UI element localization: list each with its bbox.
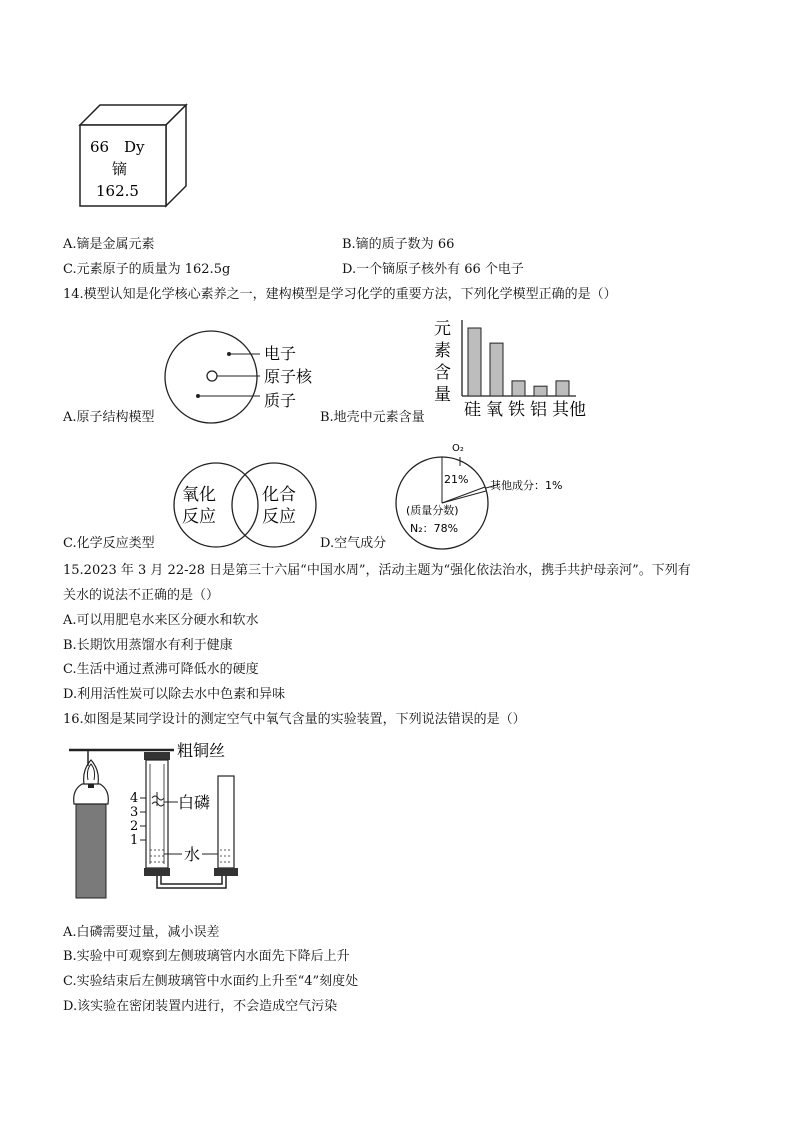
pie-n2-label: N₂：78%: [410, 522, 459, 535]
scale-1: 1: [130, 833, 139, 848]
air-composition-pie: [390, 438, 575, 550]
pie-o2-percent: 21%: [444, 473, 469, 486]
element-number: 66: [90, 138, 110, 156]
element-symbol: Dy: [124, 138, 145, 156]
chart-ylabel-char-1: 元: [434, 319, 451, 339]
atom-label-electron: 电子: [264, 344, 297, 363]
q14-stem: 14.模型认知是化学核心素养之一，建构模型是学习化学的重要方法，下列化学模型正确的是（）: [63, 287, 617, 302]
q15-option-b: B.长期饮用蒸馏水有利于健康: [63, 638, 233, 653]
element-card-figure: [74, 100, 190, 210]
pie-other-label: 其他成分：1%: [490, 479, 563, 492]
venn-right-line2: 反应: [262, 507, 296, 527]
atom-label-proton: 质子: [264, 391, 297, 410]
atom-label-nucleus: 原子核: [264, 367, 313, 386]
q14-option-c: C.化学反应类型: [63, 536, 155, 551]
q15-stem-line1: 15.2023 年 3 月 22-28 日是第三十六届“中国水周”，活动主题为“强化依法治水，携手共护母亲河”。下列有: [63, 563, 691, 578]
venn-right-line1: 化合: [262, 485, 296, 505]
element-mass: 162.5: [96, 182, 139, 200]
q16-option-a: A.白磷需要过量，减小误差: [63, 925, 220, 940]
q16-option-d: D.该实验在密闭装置内进行，不会造成空气污染: [63, 999, 338, 1014]
q15-option-c: C.生活中通过煮沸可降低水的硬度: [63, 662, 259, 677]
q16-option-c: C.实验结束后左侧玻璃管中水面约上升至“4”刻度处: [63, 974, 359, 989]
q13-option-c: C.元素原子的质量为 162.5g: [63, 262, 231, 277]
q13-option-b: B.镝的质子数为 66: [342, 237, 455, 252]
scale-3: 3: [130, 805, 139, 820]
bar-0: [468, 328, 481, 396]
scale-2: 2: [130, 819, 139, 834]
x-tick-label-1: 氧: [486, 400, 503, 420]
q15-option-d: D.利用活性炭可以除去水中色素和异味: [63, 687, 286, 702]
q14-option-a: A.原子结构模型: [63, 410, 155, 425]
scale-4: 4: [130, 791, 139, 806]
q13-option-d: D.一个镝原子核外有 66 个电子: [342, 262, 524, 277]
venn-left-line2: 反应: [182, 507, 216, 527]
q14-option-b: B.地壳中元素含量: [320, 410, 425, 425]
x-tick-label-2: 铁: [508, 400, 525, 420]
q16-option-b: B.实验中可观察到左侧玻璃管内水面先下降后上升: [63, 949, 350, 964]
chart-ylabel-char-3: 含: [434, 363, 451, 383]
bar-2: [512, 381, 525, 396]
venn-diagram-figure: [170, 458, 320, 550]
oxygen-experiment-apparatus: [64, 740, 304, 900]
element-name: 镝: [112, 160, 128, 178]
x-tick-label-4: 其他: [552, 400, 586, 420]
label-white-phosphorus: 白磷: [178, 793, 211, 812]
bar-1: [490, 343, 503, 396]
pie-center-label: (质量分数): [406, 504, 459, 517]
crust-element-chart: [430, 316, 586, 420]
venn-left-line1: 氧化: [182, 485, 216, 505]
chart-ylabel-char-2: 素: [434, 341, 451, 361]
x-tick-label-3: 铝: [530, 400, 547, 420]
x-tick-label-0: 硅: [464, 400, 481, 420]
pie-o2-label: O₂: [452, 443, 464, 454]
q16-stem: 16.如图是某同学设计的测定空气中氧气含量的实验装置，下列说法错误的是（）: [63, 712, 526, 727]
q14-option-d: D.空气成分: [320, 536, 387, 551]
q13-option-a: A.镝是金属元素: [63, 237, 155, 252]
bar-3: [534, 386, 547, 396]
label-water: 水: [184, 845, 201, 864]
q15-option-a: A.可以用肥皂水来区分硬水和软水: [63, 613, 259, 628]
atom-model-figure: [160, 328, 330, 428]
bar-4: [556, 381, 569, 396]
chart-ylabel-char-4: 量: [434, 385, 451, 405]
label-copper-wire: 粗铜丝: [177, 741, 226, 760]
q15-stem-line2: 关水的说法不正确的是（）: [63, 588, 220, 603]
